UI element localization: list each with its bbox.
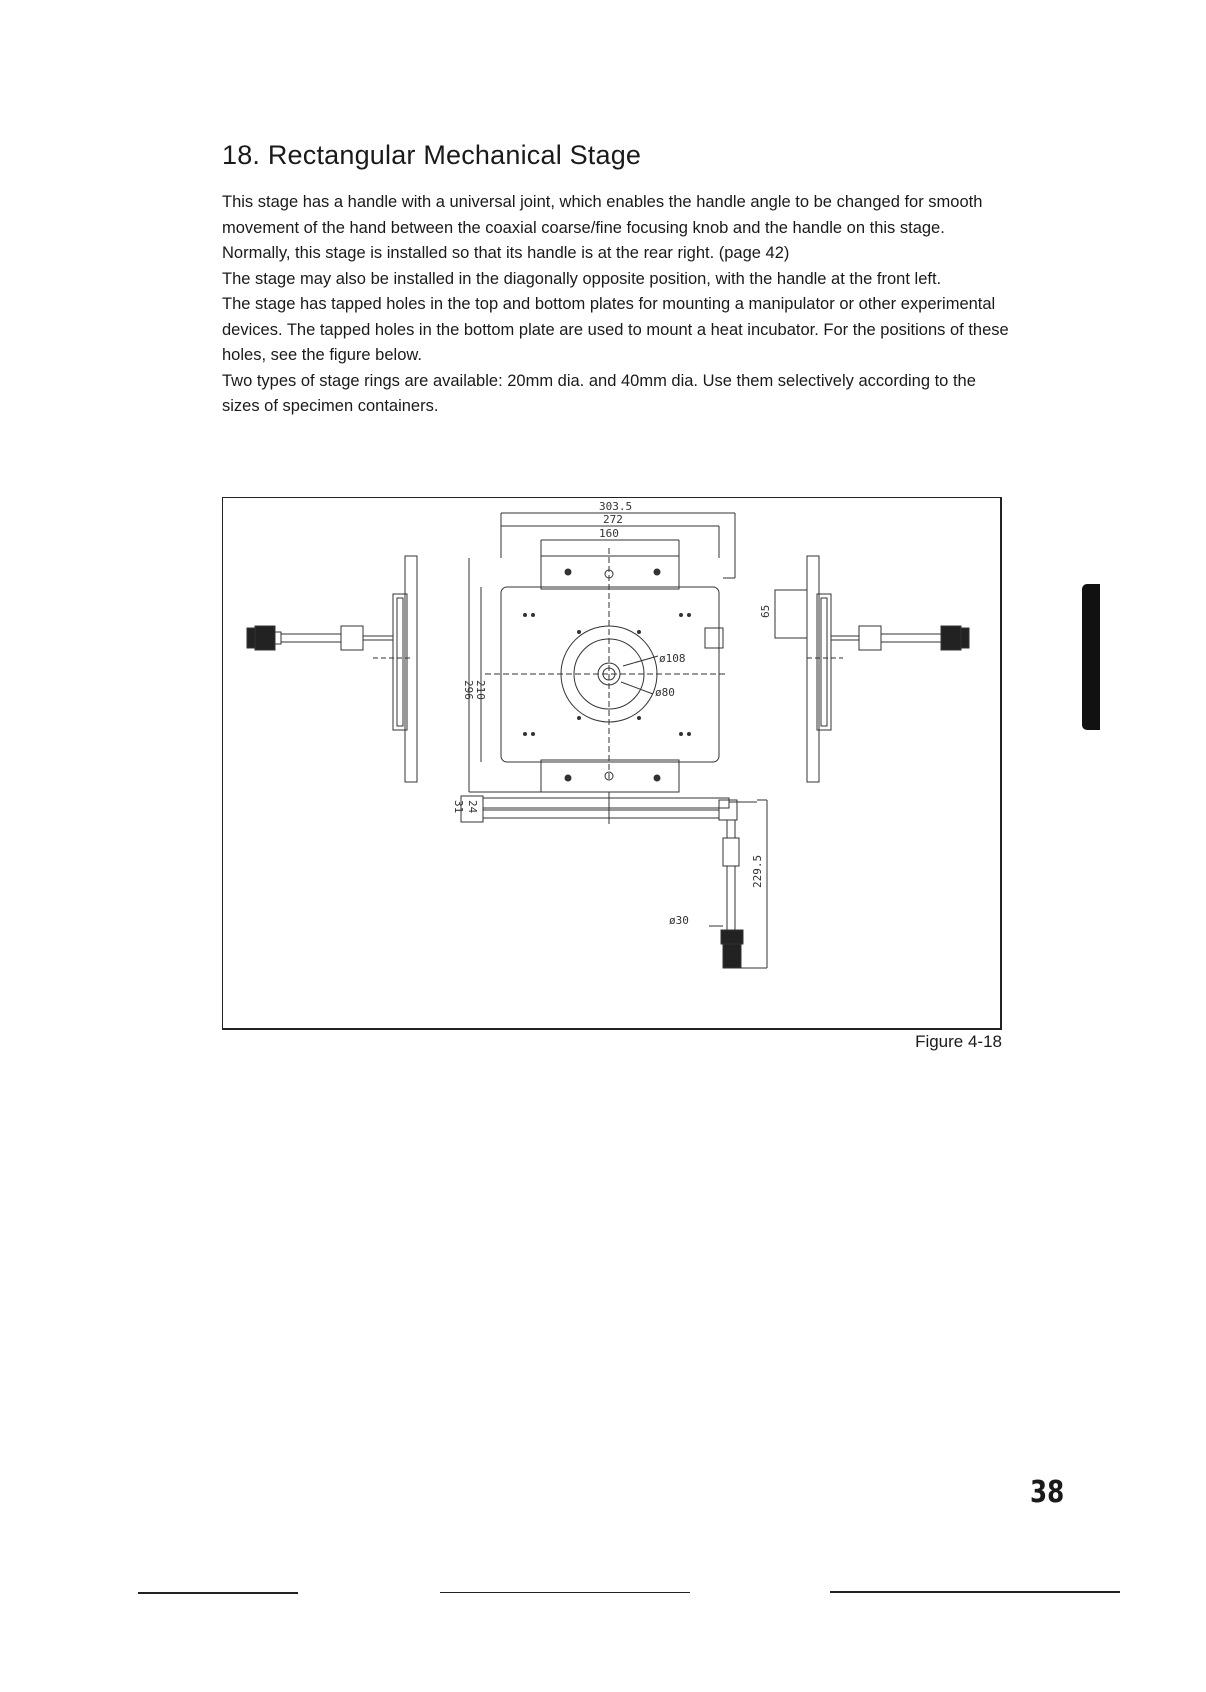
dim-210: 210	[474, 680, 487, 700]
paragraph-tapped-holes: The stage has tapped holes in the top and bottom plates for mounting a manipulator or other experimental devices. The tapped holes in the bottom plate are used to mount a heat incubator. For the positions of these holes, see the figure below.	[222, 295, 1009, 364]
top-view	[469, 513, 735, 792]
dim-160: 160	[599, 527, 619, 540]
dim-272: 272	[603, 513, 623, 526]
dim-296: 296	[462, 680, 475, 700]
stage-drawing-svg	[223, 498, 1001, 1029]
dim-80: ø80	[655, 686, 675, 699]
footer-rule-middle	[440, 1592, 690, 1593]
paragraph-opposite-position: The stage may also be installed in the diagonally opposite position, with the handle at the front left.	[222, 269, 942, 288]
dim-229: 229.5	[751, 854, 764, 888]
dim-303: 303.5	[599, 500, 633, 513]
dim-65: 65	[759, 604, 772, 618]
dim-24: 24	[466, 800, 479, 814]
dim-31: 31	[452, 800, 465, 814]
section-title: 18. Rectangular Mechanical Stage	[222, 140, 642, 170]
paragraph-normal-position: Normally, this stage is installed so that its handle is at the rear right. (page 42)	[222, 244, 790, 262]
paragraph-handle: This stage has a handle with a universal joint, which enables the handle angle to be changed for smooth movement of the hand between the coaxial coarse/fine focusing knob and the handle on this stage.	[222, 193, 983, 237]
page-number: 38	[1030, 1475, 1065, 1510]
right-side-view	[775, 556, 969, 782]
left-side-view	[247, 556, 417, 782]
dim-108: ø108	[659, 652, 686, 665]
body-text	[222, 190, 1012, 420]
paragraph-stage-rings: Two types of stage rings are available: 20mm dia. and 40mm dia. Use them selectively according to the sizes of specimen containers.	[222, 371, 976, 415]
dim-30: ø30	[669, 914, 689, 927]
footer-rule-right	[830, 1591, 1120, 1593]
chapter-tab-marker	[1082, 584, 1100, 730]
footer-rule-left	[138, 1592, 298, 1594]
technical-drawing	[222, 497, 1002, 1030]
front-view	[461, 792, 767, 968]
figure-caption: Figure 4-18	[915, 1032, 1002, 1051]
